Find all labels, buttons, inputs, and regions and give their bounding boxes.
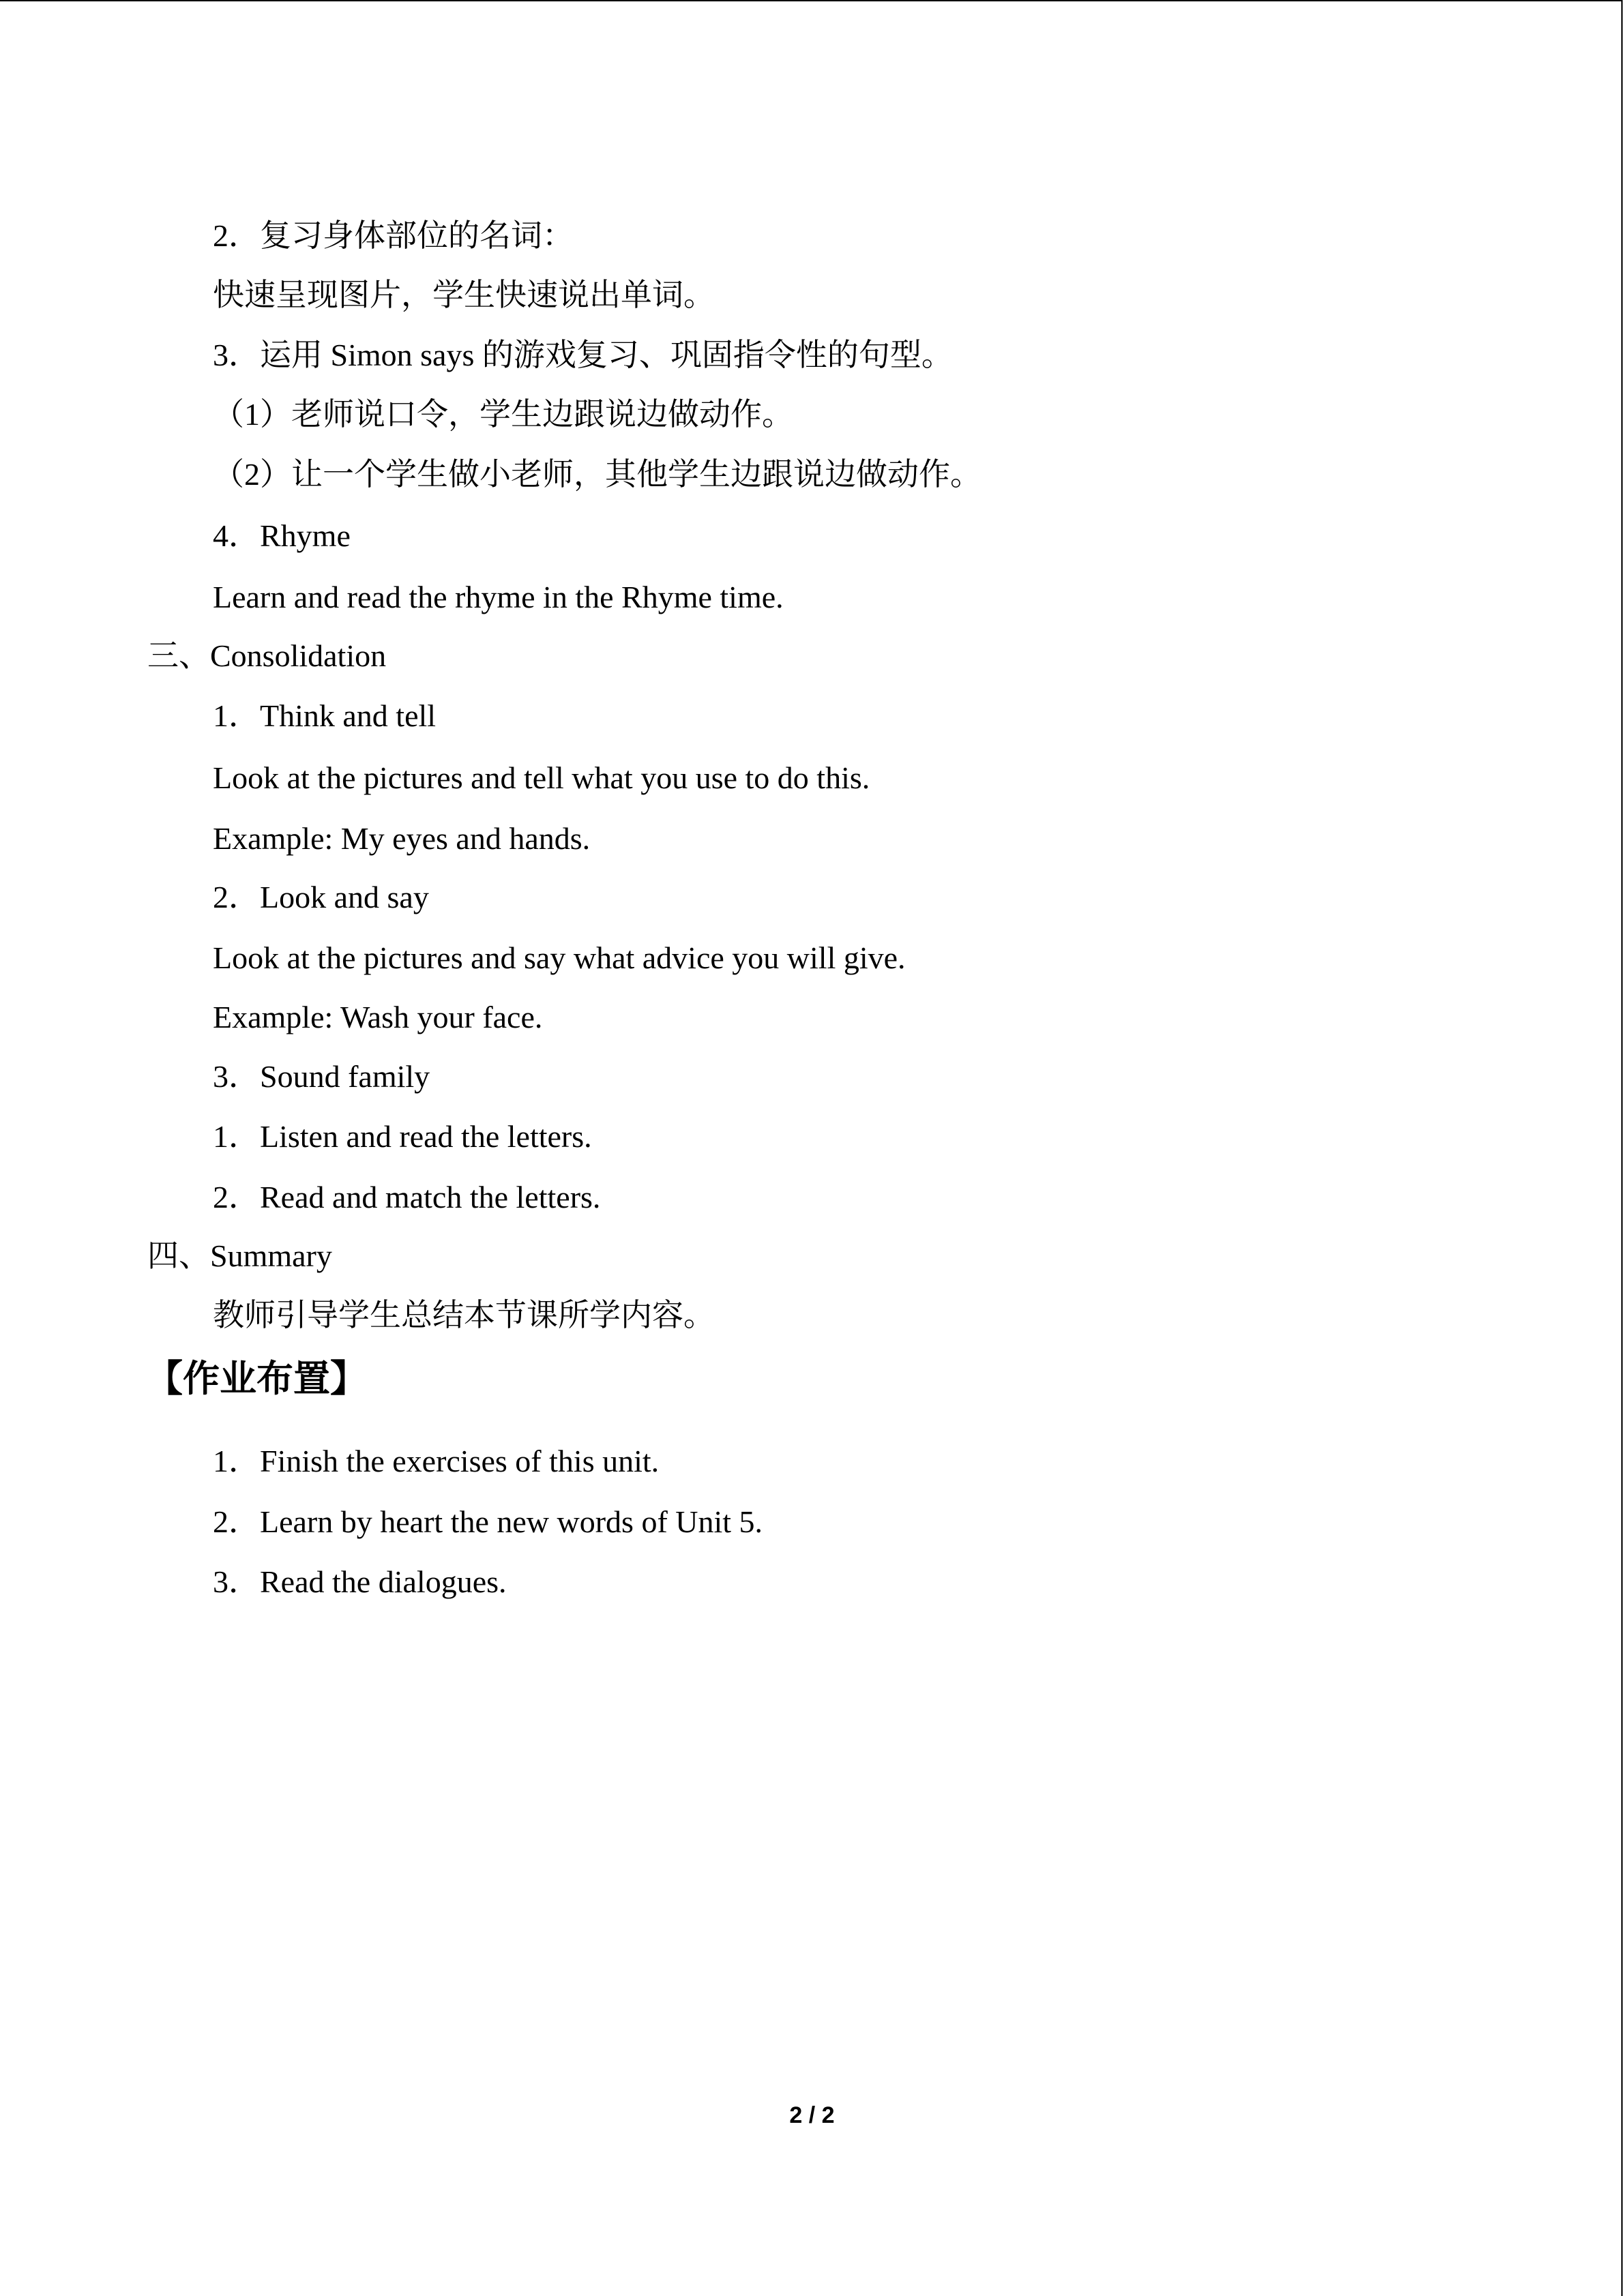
text-line: Look at the pictures and tell what you use to do this. xyxy=(213,760,870,795)
text-line: 4．Rhyme xyxy=(213,518,351,553)
text-line: 2．Look and say xyxy=(213,880,429,914)
text-line: 教师引导学生总结本节课所学内容。 xyxy=(213,1298,715,1332)
text-line: Example: Wash your face. xyxy=(213,1000,543,1034)
text-line: 2．Read and match the letters. xyxy=(213,1180,601,1214)
homework-item: 1．Finish the exercises of this unit. xyxy=(213,1444,660,1478)
text-line: Look at the pictures and say what advice you will give. xyxy=(213,940,906,975)
homework-item: 3．Read the dialogues. xyxy=(213,1564,507,1599)
homework-item: 2．Learn by heart the new words of Unit 5. xyxy=(213,1504,763,1539)
text-line: （2）让一个学生做小老师，其他学生边跟说边做动作。 xyxy=(213,457,981,492)
text-line: （1）老师说口令，学生边跟说边做动作。 xyxy=(213,397,793,432)
text-line: 2．复习身体部位的名词： xyxy=(213,218,574,253)
section-heading: 四、Summary xyxy=(147,1238,332,1273)
homework-heading: 【作业布置】 xyxy=(146,1357,367,1400)
text-line: Learn and read the rhyme in the Rhyme time. xyxy=(213,580,784,614)
section-heading: 三、Consolidation xyxy=(147,638,387,673)
text-line: 3．Sound family xyxy=(213,1059,430,1094)
page-number: 2 / 2 xyxy=(789,2102,835,2128)
text-line: 1．Think and tell xyxy=(213,698,437,733)
text-line: 1．Listen and read the letters. xyxy=(213,1119,592,1154)
text-line: 快速呈现图片，学生快速说出单词。 xyxy=(213,278,715,312)
text-line: 3．运用 Simon says 的游戏复习、巩固指令性的句型。 xyxy=(213,338,953,372)
text-line: Example: My eyes and hands. xyxy=(213,821,591,856)
